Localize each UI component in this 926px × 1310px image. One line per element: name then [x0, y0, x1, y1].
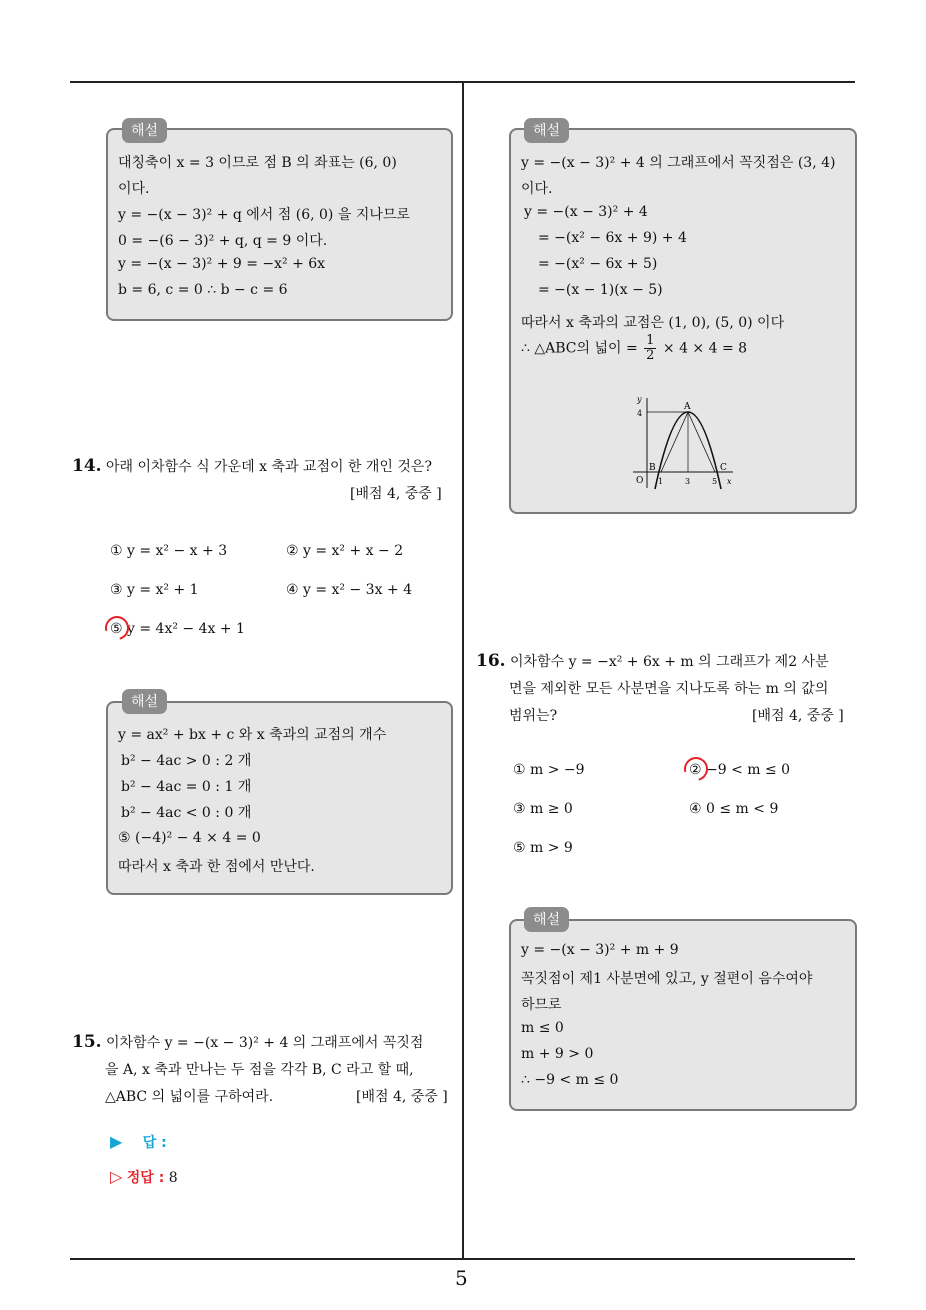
area-formula: [521, 334, 747, 363]
solution-line: m + 9 > 0: [521, 1046, 594, 1062]
solution-line: 이다.: [521, 181, 553, 197]
x-tick-label: 3: [685, 477, 691, 486]
solution-line: ⑤ (−4)² − 4 × 4 = 0: [118, 830, 261, 846]
solution-line: 0 = −(6 − 3)² + q, q = 9 이다.: [118, 233, 328, 249]
option-5[interactable]: ⑤ m > 9: [513, 840, 573, 856]
question-points: [배점 4, 중중 ]: [350, 486, 442, 502]
answer-label: 답 :: [142, 1135, 167, 1151]
answer-mark-circle: [680, 753, 713, 786]
solution-line: 따라서 x 축과의 교점은 (1, 0), (5, 0) 이다: [521, 315, 785, 331]
area-suffix: × 4 × 4 = 8: [662, 340, 748, 357]
hollow-arrow-icon: ▷: [110, 1167, 123, 1186]
option-3[interactable]: ③ y = x² + 1: [110, 582, 199, 598]
solution-line: = −(x² − 6x + 5): [538, 256, 658, 272]
question-16-stem: [476, 651, 829, 671]
x-tick-label: 5: [712, 477, 718, 486]
solution-line: 하므로: [521, 997, 562, 1013]
question-text: 이차함수 y = −x² + 6x + m 의 그래프가 제2 사분: [510, 654, 829, 670]
solution-line: 꼭짓점이 제1 사분면에 있고, y 절편이 음수여야: [521, 971, 813, 987]
y-tick-label: 4: [637, 409, 643, 418]
question-points: [배점 4, 중중 ]: [356, 1089, 448, 1105]
option-4[interactable]: ④ y = x² − 3x + 4: [286, 582, 413, 598]
solution-line: b² − 4ac < 0 : 0 개: [121, 805, 252, 821]
solution-line: 대칭축이 x = 3 이므로 점 B 의 좌표는 (6, 0): [118, 155, 397, 171]
solution-line: y = −(x − 3)² + 9 = −x² + 6x: [118, 256, 326, 272]
solution-line: b = 6, c = 0 ∴ b − c = 6: [118, 282, 288, 298]
bottom-rule: [70, 1258, 855, 1260]
x-tick-label: 1: [658, 477, 664, 486]
option-1[interactable]: ① m > −9: [513, 762, 585, 778]
question-text: 아래 이차함수 식 가운데 x 축과 교점이 한 개인 것은?: [106, 459, 432, 475]
question-text: 면을 제외한 모든 사분면을 지나도록 하는 m 의 값의: [509, 681, 829, 697]
fraction-numerator: 1: [646, 333, 655, 348]
column-divider: [462, 82, 464, 1259]
solution-line: = −(x − 1)(x − 5): [538, 282, 663, 298]
solution-line: m ≤ 0: [521, 1020, 564, 1036]
y-axis-label: y: [637, 395, 642, 404]
solution-line: y = −(x − 3)² + m + 9: [521, 942, 679, 958]
solution-tag: 해설: [524, 118, 569, 143]
solution-line: b² − 4ac = 0 : 1 개: [121, 779, 252, 795]
question-text: △ABC 의 넓이를 구하여라.: [105, 1089, 274, 1105]
solution-tag: 해설: [122, 118, 167, 143]
option-1[interactable]: ① y = x² − x + 3: [110, 543, 228, 559]
option-4[interactable]: ④ 0 ≤ m < 9: [689, 801, 779, 817]
solution-tag: 해설: [122, 689, 167, 714]
question-number: 14.: [72, 456, 102, 476]
option-3[interactable]: ③ m ≥ 0: [513, 801, 573, 817]
answer-input-row[interactable]: [110, 1132, 167, 1152]
question-15-stem: [72, 1032, 423, 1052]
question-points: [배점 4, 중중 ]: [752, 708, 844, 724]
correct-answer-value: 8: [168, 1170, 178, 1186]
question-text: 이차함수 y = −(x − 3)² + 4 의 그래프에서 꼭짓점: [106, 1035, 424, 1051]
solution-line: = −(x² − 6x + 9) + 4: [538, 230, 687, 246]
area-prefix: ∴ △ABC의 넓이 =: [521, 340, 638, 357]
solution-line: 이다.: [118, 181, 150, 197]
fraction: [644, 334, 656, 363]
question-14-stem: [72, 456, 432, 476]
solution-line: y = −(x − 3)² + q 에서 점 (6, 0) 을 지나므로: [118, 207, 410, 223]
solution-tag: 해설: [524, 907, 569, 932]
solution-line: ∴ −9 < m ≤ 0: [521, 1072, 619, 1088]
fraction-denominator: 2: [646, 348, 655, 363]
solution-line: y = ax² + bx + c 와 x 축과의 교점의 개수: [118, 727, 387, 743]
question-number: 15.: [72, 1032, 102, 1052]
question-text: 을 A, x 축과 만나는 두 점을 각각 B, C 라고 할 때,: [105, 1062, 414, 1078]
play-arrow-icon: ▶: [110, 1132, 123, 1151]
triangle-side-ab: [661, 412, 688, 472]
question-text: 범위는?: [509, 708, 558, 724]
triangle-side-ac: [688, 412, 715, 472]
point-label-b: B: [649, 463, 656, 473]
option-2[interactable]: ② y = x² + x − 2: [286, 543, 404, 559]
x-axis-label: x: [727, 477, 732, 486]
solution-line: b² − 4ac > 0 : 2 개: [121, 753, 252, 769]
answer-mark-circle: [101, 612, 134, 645]
point-label-c: C: [720, 463, 727, 473]
parabola-graph: [625, 392, 745, 492]
correct-answer-label: 정답 :: [126, 1170, 165, 1186]
correct-answer-row: [110, 1167, 178, 1187]
origin-label: O: [636, 476, 644, 486]
option-5[interactable]: ⑤ y = 4x² − 4x + 1: [110, 621, 245, 637]
page-number: 5: [455, 1266, 468, 1290]
solution-line: y = −(x − 3)² + 4: [524, 204, 648, 220]
solution-line: 따라서 x 축과 한 점에서 만난다.: [118, 859, 315, 875]
question-number: 16.: [476, 651, 506, 671]
option-2[interactable]: ② −9 < m ≤ 0: [689, 762, 791, 778]
point-label-a: A: [684, 402, 691, 412]
solution-line: y = −(x − 3)² + 4 의 그래프에서 꼭짓점은 (3, 4): [521, 155, 836, 171]
